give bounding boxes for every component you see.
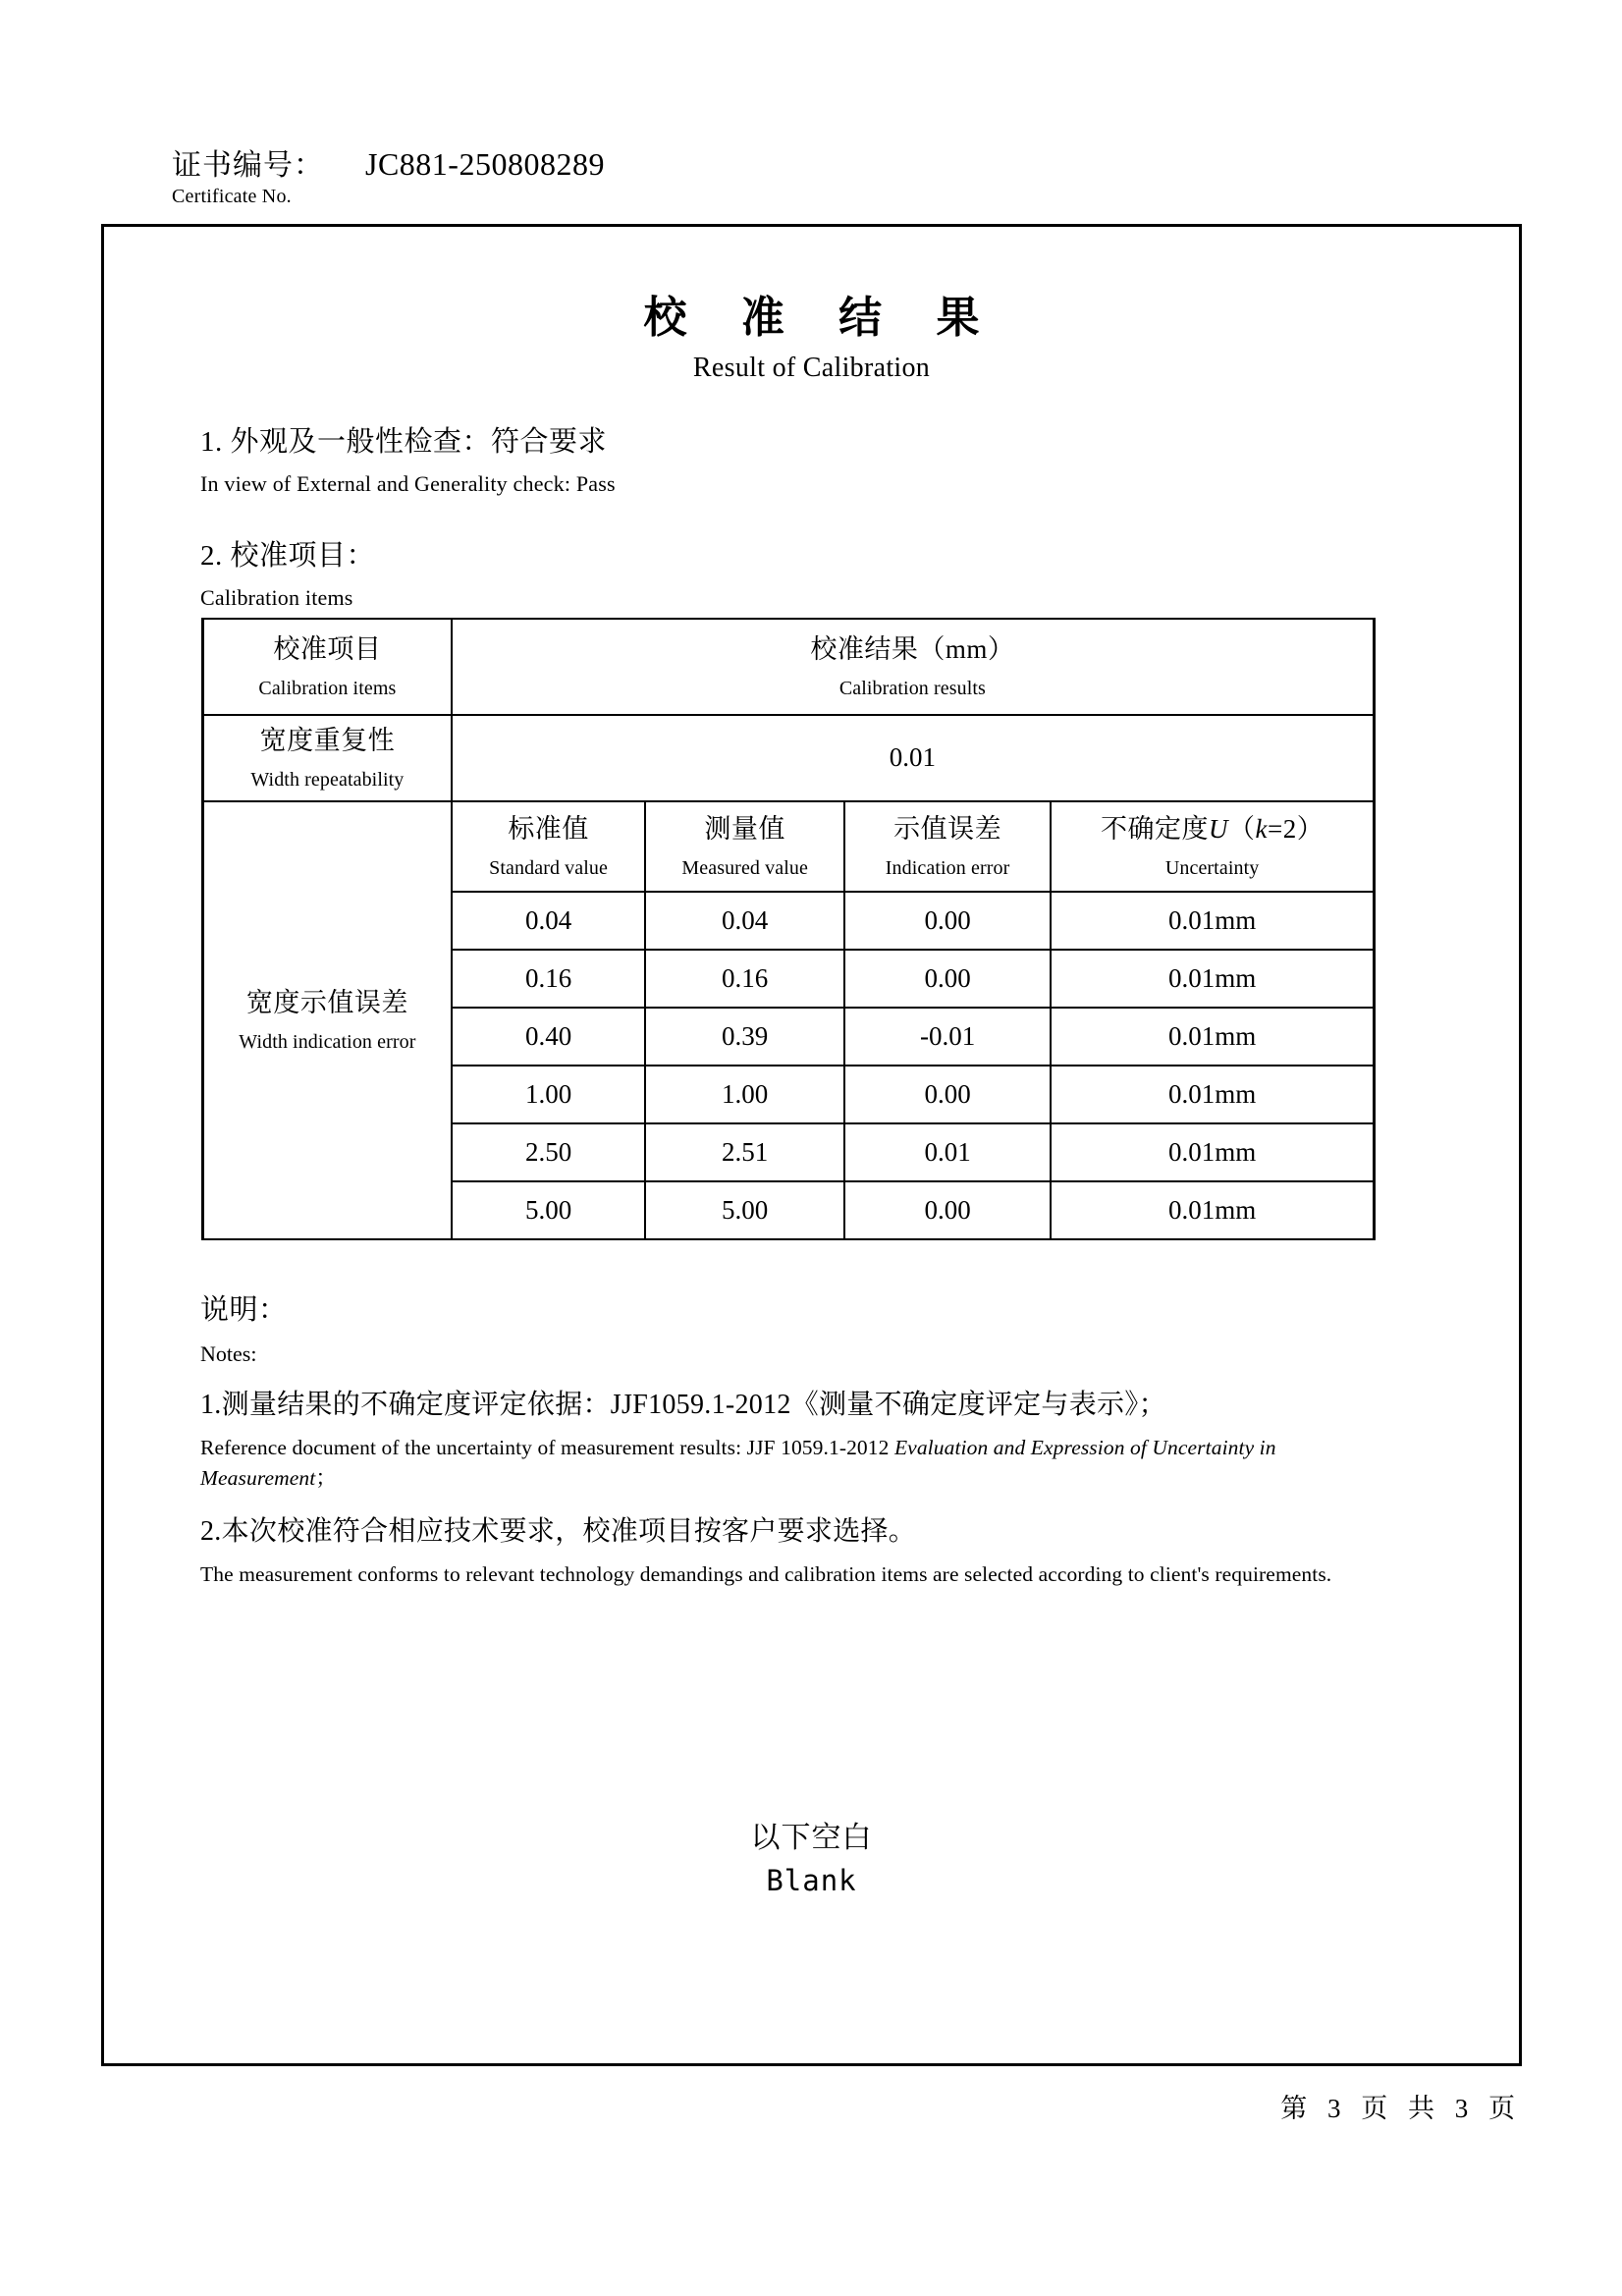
blank-label-cn: 以下空白 <box>750 1821 873 1855</box>
note-1-en-plain-b: ； <box>315 1466 337 1491</box>
value-measured: 0.16 <box>722 962 769 993</box>
indication-label-cn: 宽度示值误差 <box>245 988 408 1018</box>
subheader-uncertainty-cn <box>1052 814 1373 844</box>
subheader-error-en: Indication error <box>885 856 1010 879</box>
certificate-label-cn: 证书编号： <box>172 149 324 182</box>
subheader-standard-en: Standard value <box>489 856 608 879</box>
note-1-cn: 1.测量结果的不确定度评定依据：JJF1059.1-2012《测量不确定度评定与表示》； <box>200 1390 1166 1420</box>
cell-measured <box>645 892 844 950</box>
subheader-standard-cn: 标准值 <box>508 814 589 845</box>
note-2-cn: 2.本次校准符合相应技术要求，校准项目按客户要求选择。 <box>200 1516 917 1548</box>
cell-uncertainty <box>1051 892 1374 950</box>
value-standard: 1.00 <box>524 1078 572 1109</box>
value-uncertainty: 0.01mm <box>1167 904 1257 935</box>
value-standard: 0.04 <box>524 904 572 935</box>
value-standard: 5.00 <box>524 1194 572 1225</box>
section-calibration-items <box>200 533 1379 611</box>
value-standard: 0.40 <box>524 1020 572 1051</box>
value-uncertainty: 0.01mm <box>1167 962 1257 993</box>
repeatability-value: 0.01 <box>889 742 937 773</box>
uncertainty-paren-open: （ <box>1227 814 1256 845</box>
cell-error <box>844 1123 1051 1181</box>
subheader-measured-cn: 测量值 <box>704 814 785 845</box>
cell-error <box>844 950 1051 1008</box>
cell-standard <box>452 1066 646 1123</box>
section-2-en: Calibration items <box>200 585 353 610</box>
cell-standard <box>452 950 646 1008</box>
indication-label-en: Width indication error <box>239 1030 416 1053</box>
cell-uncertainty <box>1051 1123 1374 1181</box>
cell-measured <box>645 1066 844 1123</box>
note-1-en-plain-a: Reference document of the uncertainty of measurement results: JJF 1059.1-2012 <box>200 1436 894 1459</box>
page-title-cn: 校 准 结 果 <box>643 293 1000 343</box>
subheader-cell-measured <box>645 801 844 892</box>
cell-standard <box>452 892 646 950</box>
value-uncertainty: 0.01mm <box>1167 1078 1257 1109</box>
table-header-row <box>203 619 1375 715</box>
subheader-cell-uncertainty <box>1051 801 1374 892</box>
cell-error <box>844 1066 1051 1123</box>
cell-standard <box>452 1181 646 1239</box>
cell-error <box>844 892 1051 950</box>
subheader-cell-error <box>844 801 1051 892</box>
repeatability-value-cell <box>452 715 1375 801</box>
value-standard: 2.50 <box>524 1136 572 1167</box>
notes-heading-en: Notes: <box>200 1341 257 1366</box>
page-title-en: Result of Calibration <box>692 353 931 383</box>
header-results-cn: 校准结果（mm） <box>810 634 1015 665</box>
cell-measured <box>645 1008 844 1066</box>
blank-label-en: Blank <box>766 1864 857 1897</box>
header-items-cn: 校准项目 <box>273 634 382 665</box>
repeatability-label-cell <box>203 715 452 801</box>
cell-error <box>844 1181 1051 1239</box>
note-1-en-italic-title: Evaluation and Expression of Uncertainty in Measurement <box>200 1436 1276 1491</box>
certificate-number-value: JC881-250808289 <box>365 146 605 182</box>
value-uncertainty: 0.01mm <box>1167 1136 1257 1167</box>
certificate-label-en: Certificate No. <box>172 186 292 207</box>
cell-standard <box>452 1008 646 1066</box>
table-row-repeatability <box>203 715 1375 801</box>
certificate-header <box>172 140 1055 208</box>
uncertainty-symbol-k: k <box>1255 814 1268 845</box>
cell-measured <box>645 1123 844 1181</box>
notes-heading-cn: 说明： <box>200 1294 288 1326</box>
subheader-uncertainty-en: Uncertainty <box>1164 856 1260 879</box>
header-cell-items <box>203 619 452 715</box>
value-error: 0.00 <box>924 904 971 935</box>
value-measured: 0.04 <box>722 904 769 935</box>
table-subheader-row <box>203 801 1375 892</box>
header-results-en: Calibration results <box>838 677 986 699</box>
uncertainty-k-value: =2） <box>1267 814 1325 845</box>
cell-measured <box>645 950 844 1008</box>
cell-uncertainty <box>1051 1008 1374 1066</box>
header-cell-results <box>452 619 1375 715</box>
uncertainty-cn-prefix: 不确定度 <box>1100 814 1209 845</box>
cell-measured <box>645 1181 844 1239</box>
cell-standard <box>452 1123 646 1181</box>
value-measured: 5.00 <box>722 1194 769 1225</box>
calibration-results-table-wrap <box>201 618 1376 1240</box>
section-1-en: In view of External and Generality check: Pass <box>200 471 616 496</box>
certificate-number-row <box>172 140 1055 184</box>
cell-error <box>844 1008 1051 1066</box>
value-uncertainty: 0.01mm <box>1167 1020 1257 1051</box>
cell-uncertainty <box>1051 1181 1374 1239</box>
header-items-en: Calibration items <box>258 677 397 699</box>
subheader-measured-en: Measured value <box>681 856 808 879</box>
note-1-en <box>200 1433 1408 1494</box>
page-footer: 第 3 页 共 3 页 <box>1280 2094 1522 2123</box>
note-2-en: The measurement conforms to relevant technology demandings and calibration items are selected according to client's requirements. <box>200 1562 1332 1587</box>
cell-uncertainty <box>1051 950 1374 1008</box>
section-2-cn: 2. 校准项目： <box>200 540 376 572</box>
notes-section <box>200 1287 1408 1591</box>
value-error: 0.01 <box>924 1136 971 1167</box>
section-external-check <box>200 419 1379 497</box>
calibration-results-table <box>201 618 1376 1240</box>
subheader-cell-standard <box>452 801 646 892</box>
value-error: -0.01 <box>919 1020 976 1051</box>
value-uncertainty: 0.01mm <box>1167 1194 1257 1225</box>
repeatability-label-en: Width repeatability <box>250 768 405 791</box>
value-measured: 1.00 <box>722 1078 769 1109</box>
value-measured: 2.51 <box>722 1136 769 1167</box>
document-frame <box>101 224 1522 2066</box>
section-1-cn: 1. 外观及一般性检查：符合要求 <box>200 426 608 458</box>
cell-uncertainty <box>1051 1066 1374 1123</box>
value-error: 0.00 <box>924 962 971 993</box>
blank-marker <box>104 1813 1519 1897</box>
uncertainty-symbol-u: U <box>1208 814 1228 845</box>
repeatability-label-cn: 宽度重复性 <box>259 726 396 756</box>
value-error: 0.00 <box>924 1078 971 1109</box>
indication-label-cell <box>203 801 452 1239</box>
value-error: 0.00 <box>924 1194 971 1225</box>
subheader-error-cn: 示值误差 <box>893 814 1002 845</box>
value-measured: 0.39 <box>722 1020 769 1051</box>
value-standard: 0.16 <box>524 962 572 993</box>
